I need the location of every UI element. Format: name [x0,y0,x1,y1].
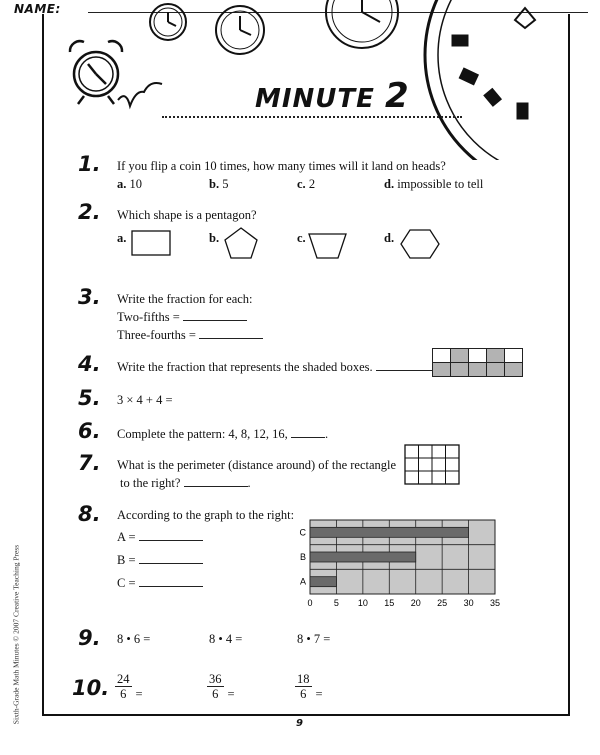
small-clock-icon-2 [216,6,264,54]
title-word: MINUTE [255,84,375,114]
q4-grid-cell [504,348,523,363]
question-2-text: Which shape is a pentagon? [117,208,257,222]
chart-tick-label: 25 [437,598,448,608]
question-number-10: 10. [72,676,110,700]
page-number: 9 [296,718,303,729]
q4-grid-cell [486,362,505,377]
q4-answer[interactable] [376,370,440,371]
q8-line-a: A = [117,530,203,545]
question-6-text: Complete the pattern: 4, 8, 12, 16, . [117,427,329,441]
question-4-text: Write the fraction that represents the shaded boxes. [117,360,440,375]
question-number-1: 1. [78,152,101,176]
q7-answer[interactable] [184,486,248,487]
chart-tick-label: 30 [463,598,474,608]
alarm-clock-icon [70,41,162,106]
q9-problem-3: 8 • 7 = [297,632,331,646]
question-number-3: 3. [78,285,101,309]
question-number-7: 7. [78,451,101,475]
q3-line-2: Three-fourths = [117,328,263,343]
copyright-side-text: Sixth-Grade Math Minutes © 2007 Creative Teaching Press [11,544,21,725]
q3-answer-2[interactable] [199,338,263,339]
q8-line-b: B = [117,553,203,568]
q2-option-d-letter[interactable]: d. [384,231,395,245]
chart-tick-label: 0 [307,598,313,608]
chart-category-label: A [299,576,306,587]
small-clock-icon [150,4,186,40]
question-3-text: Write the fraction for each: [117,292,253,306]
q4-grid-cell [450,348,469,363]
question-number-9: 9. [78,626,101,650]
q8-line-c: C = [117,576,203,591]
question-number-5: 5. [78,386,101,410]
q9-problem-1: 8 • 6 = [117,632,151,646]
chart-category-label: B [299,552,306,562]
q2-shapes [0,220,600,270]
q1-option-d[interactable]: d. impossible to tell [384,177,484,191]
page-title [255,76,410,116]
q4-fraction-grid [432,348,522,376]
q3-line-1: Two-fifths = [117,310,247,325]
q4-grid-cell [432,348,451,363]
q8-answer-a[interactable] [139,540,203,541]
q9-problem-2: 8 • 4 = [209,632,243,646]
trapezoid-icon [309,234,346,258]
question-number-2: 2. [78,200,101,224]
q1-option-c[interactable]: c. 2 [297,177,316,191]
chart-bar-A [310,577,336,587]
chart-tick-label: 5 [333,598,339,608]
q8-answer-b[interactable] [139,563,203,564]
question-number-8: 8. [78,502,101,526]
title-dotted-line [162,116,462,118]
rectangle-icon [132,231,170,255]
chart-tick-label: 35 [489,598,501,608]
q2-option-a-letter[interactable]: a. [117,231,127,245]
hexagon-icon [401,230,439,258]
question-7-text-2: to the right? . [120,476,251,490]
q6-answer[interactable] [291,437,325,438]
q8-answer-c[interactable] [139,586,203,587]
pentagon-icon [225,228,257,258]
q1-option-b[interactable]: b. 5 [209,177,229,191]
q4-grid-cell [504,362,523,377]
q1-option-a[interactable]: a. 10 [117,177,142,191]
q10-problem-3: $\frac{18}{6}$ = [297,672,323,701]
q10-problem-2: $\frac{36}{6}$ = [209,672,235,701]
question-7-text: What is the perimeter (distance around) of the rectangle [117,458,397,472]
large-clock-icon [425,0,600,160]
q2-option-b-letter[interactable]: b. [209,231,220,245]
chart-bar-B [310,552,416,562]
q10-problem-1: $\frac{24}{6}$ = [117,672,143,701]
chart-tick-label: 10 [357,598,368,608]
q3-answer-1[interactable] [183,320,247,321]
question-number-4: 4. [78,352,101,376]
question-1-text: If you flip a coin 10 times, how many times will it land on heads? [117,159,446,173]
question-8-text: According to the graph to the right: [117,508,295,522]
title-number: 2 [384,76,410,116]
q4-grid-cell [432,362,451,377]
q4-grid-cell [468,348,487,363]
name-label: NAME: [14,2,61,16]
q4-grid-cell [450,362,469,377]
chart-tick-label: 20 [410,598,421,608]
q8-bar-chart [290,515,510,615]
chart-tick-label: 15 [384,598,395,608]
question-5-text: 3 × 4 + 4 = [117,393,173,407]
q4-grid-cell [486,348,505,363]
question-number-6: 6. [78,419,101,443]
q2-option-c-letter[interactable]: c. [297,231,306,245]
q7-rectangle-grid [404,444,460,486]
chart-bar-C [310,527,469,537]
q4-grid-cell [468,362,487,377]
small-clock-icon-3 [326,0,398,48]
chart-category-label: C [299,527,306,538]
